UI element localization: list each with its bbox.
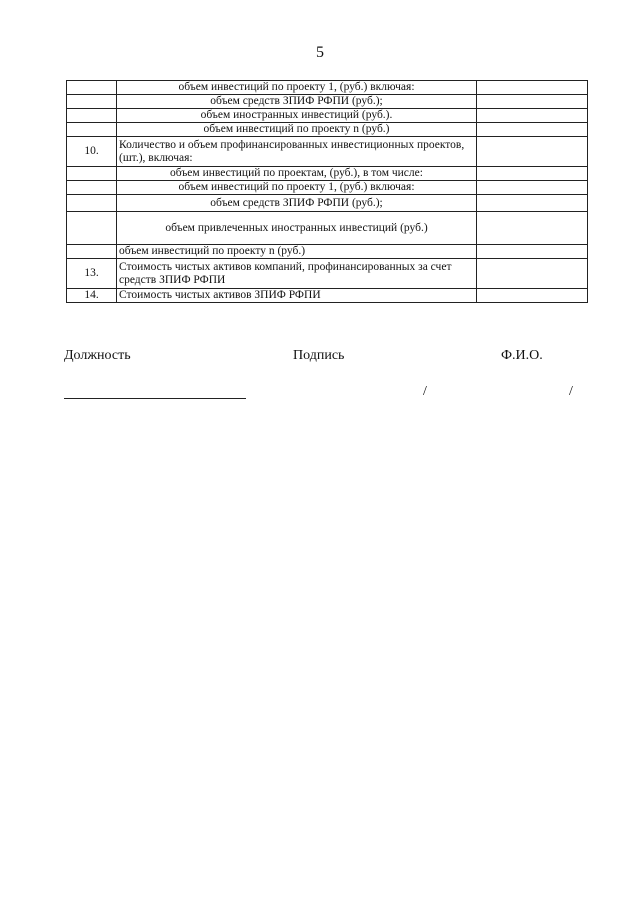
row-value-cell [477,109,588,123]
table-row [67,195,588,212]
row-description-cell: объем инвестиций по проектам, (руб.), в том числе: [117,167,477,181]
row-description-cell: Стоимость чистых активов компаний, профинансированных за счет средств ЗПИФ РФПИ [117,259,477,289]
row-number-cell [67,195,117,212]
table-row [67,95,588,109]
row-number-cell [67,212,117,245]
name-label: Ф.И.О. [501,348,543,363]
row-number-cell [67,81,117,95]
row-value-cell [477,167,588,181]
row-value-cell [477,181,588,195]
row-number-cell [67,167,117,181]
table-row [67,123,588,137]
row-number-cell [67,109,117,123]
row-description-cell: объем инвестиций по проекту n (руб.) [117,123,477,137]
row-number-cell [67,181,117,195]
position-label: Должность [64,348,131,363]
table-row [67,259,588,289]
table-row [67,109,588,123]
row-description-cell: объем иностранных инвестиций (руб.). [117,109,477,123]
table-row [67,245,588,259]
row-value-cell [477,245,588,259]
row-description-cell: объем средств ЗПИФ РФПИ (руб.); [117,195,477,212]
page-number: 5 [316,44,324,61]
row-number-cell: 13. [67,259,117,289]
row-number-cell [67,245,117,259]
table-row [67,289,588,303]
row-value-cell [477,212,588,245]
row-description-cell: Количество и объем профинансированных инвестиционных проектов, (шт.), включая: [117,137,477,167]
row-number-cell [67,123,117,137]
row-description-cell: объем инвестиций по проекту 1, (руб.) включая: [117,81,477,95]
row-value-cell [477,259,588,289]
row-value-cell [477,81,588,95]
table-row [67,137,588,167]
table-row [67,181,588,195]
table-row [67,167,588,181]
row-value-cell [477,137,588,167]
row-value-cell [477,123,588,137]
row-description-cell: объем инвестиций по проекту n (руб.) [117,245,477,259]
row-number-cell: 10. [67,137,117,167]
row-number-cell [67,95,117,109]
row-value-cell [477,195,588,212]
report-table [66,80,588,303]
table-row [67,212,588,245]
signature-label: Подпись [293,348,345,363]
slash-1: / [423,384,427,399]
row-value-cell [477,95,588,109]
row-description-cell: объем средств ЗПИФ РФПИ (руб.); [117,95,477,109]
position-line [64,398,246,399]
slash-2: / [569,384,573,399]
row-value-cell [477,289,588,303]
row-number-cell: 14. [67,289,117,303]
row-description-cell: объем привлеченных иностранных инвестиций (руб.) [117,212,477,245]
row-description-cell: объем инвестиций по проекту 1, (руб.) включая: [117,181,477,195]
row-description-cell: Стоимость чистых активов ЗПИФ РФПИ [117,289,477,303]
table-row [67,81,588,95]
